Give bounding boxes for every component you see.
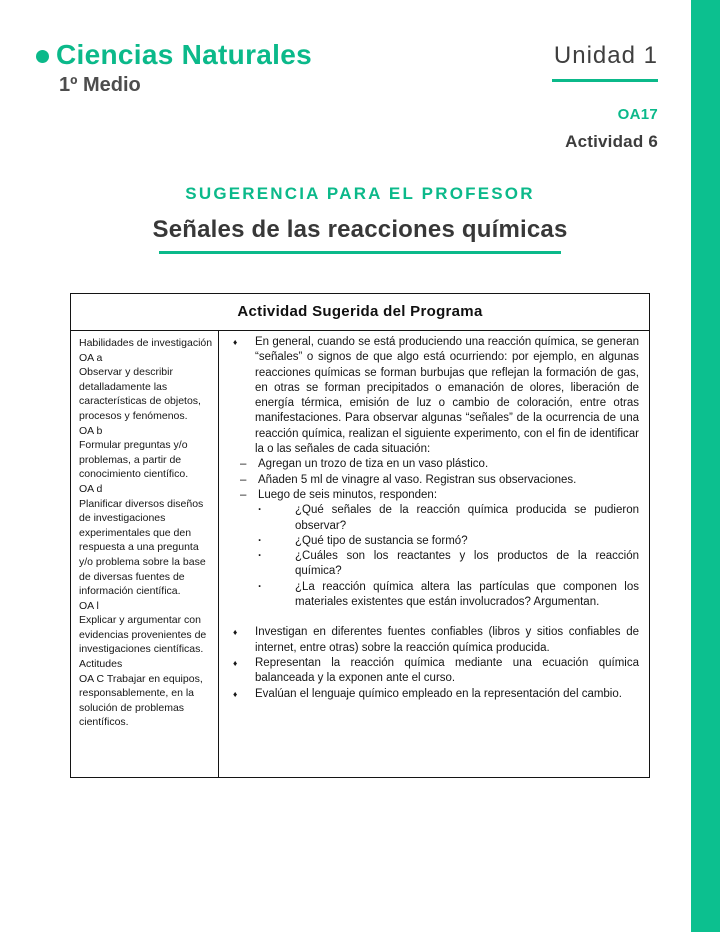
bullet-text: Investigan en diferentes fuentes confiables (libros y sitios confiables de internet, entre otras) sobre la reacción química producida. — [255, 626, 639, 654]
brand-block — [36, 40, 312, 97]
bullet-item-intro — [233, 335, 639, 457]
dash-icon: – — [240, 473, 247, 486]
page-header — [36, 40, 658, 152]
skills-column — [71, 331, 219, 777]
question-item — [258, 549, 639, 580]
step-item — [240, 457, 639, 472]
table-title: Actividad Sugerida del Programa — [71, 294, 649, 331]
brand-bullet-icon — [36, 50, 49, 63]
page-title: Señales de las reacciones químicas — [152, 216, 568, 243]
activity-number-label: Actividad 6 — [565, 132, 658, 151]
brand-text — [56, 40, 312, 97]
skill-line: OA C Trabajar en equipos, responsablemente, en la solución de problemas científicos. — [79, 672, 203, 729]
bullet-item — [233, 656, 639, 687]
subject-title: Ciencias Naturales — [56, 39, 312, 70]
bullet-item — [233, 625, 639, 656]
activity-intro-text: En general, cuando se está produciendo una reacción química, se generan “señales” o signos de que algo está ocurriendo: por ejemplo, en algunas reacciones químicas se forman burbujas que reflejan la formación de gas, en otras se forman precipitados o emanación de olores, liberación de energía térmica, emisión de luz o cambio de coloración, entre otras manifestaciones. Para observar algunas “señales” de la ocurrencia de una reacción química, realizan el siguiente experimento, con el fin de identificar la o las señales de cada situación: — [255, 336, 639, 456]
skill-line: Explicar y argumentar con evidencias provenientes de investigaciones científicas. — [79, 614, 207, 656]
skill-line: OA b — [79, 424, 103, 437]
skill-line: Actitudes — [79, 658, 123, 671]
diamond-bullet-icon: ♦ — [233, 337, 238, 347]
bullet-text: Representan la reacción química mediante una ecuación química balanceada y la exponen ante el curso. — [255, 656, 639, 685]
unit-underline — [552, 79, 658, 82]
dot-icon: · — [258, 504, 262, 517]
skill-line: OA d — [79, 482, 103, 495]
grade-label: 1º Medio — [59, 73, 141, 96]
dot-icon: · — [258, 580, 262, 593]
skill-line: Planificar diversos diseños de investigaciones experimentales que den respuesta a una pregunta y/o problema sobre la base de diversas fuentes de información científica. — [79, 497, 206, 598]
skill-line: OA l — [79, 599, 99, 612]
question-item — [258, 534, 639, 549]
diamond-bullet-icon: ♦ — [233, 627, 238, 638]
step-item — [240, 488, 639, 503]
question-item — [258, 503, 639, 534]
question-text: ¿La reacción química altera las partículas que componen los materiales existentes que están involucrados? Argumentan. — [295, 580, 639, 609]
unit-label: Unidad 1 — [553, 42, 658, 69]
skill-line: OA a — [79, 351, 103, 364]
step-text: Agregan un trozo de tiza en un vaso plástico. — [258, 458, 489, 471]
skill-line: Formular preguntas y/o problemas, a partir de conocimiento científico. — [79, 439, 189, 481]
unit-block — [552, 40, 658, 152]
right-accent-bar — [691, 0, 720, 932]
table-body — [71, 331, 649, 777]
dot-icon: · — [258, 550, 262, 563]
dash-icon: – — [240, 458, 247, 471]
skill-line: Observar y describir detalladamente las características de objetos, procesos y fenómenos. — [79, 366, 201, 422]
diamond-bullet-icon: ♦ — [233, 688, 238, 699]
step-text: Luego de seis minutos, responden: — [258, 488, 438, 501]
teacher-suggestion-kicker: SUGERENCIA PARA EL PROFESOR — [185, 184, 535, 203]
title-block — [70, 184, 650, 254]
bullet-text: Evalúan el lenguaje químico empleado en la representación del cambio. — [255, 687, 622, 700]
bullet-item — [233, 687, 639, 702]
question-text: ¿Qué señales de la reacción química producida se pudieron observar? — [295, 504, 639, 532]
question-text: ¿Cuáles son los reactantes y los productos de la reacción química? — [295, 550, 639, 578]
dot-icon: · — [258, 534, 262, 547]
program-activity-table — [70, 293, 650, 778]
step-item — [240, 473, 639, 488]
title-underline — [159, 251, 561, 254]
skill-line: Habilidades de investigación — [79, 337, 213, 349]
activity-column — [219, 331, 649, 777]
question-text: ¿Qué tipo de sustancia se formó? — [295, 534, 468, 547]
diamond-bullet-icon: ♦ — [233, 657, 238, 668]
question-item — [258, 580, 639, 611]
dash-icon: – — [240, 488, 247, 501]
oa-code-label: OA17 — [617, 106, 658, 123]
step-text: Añaden 5 ml de vinagre al vaso. Registran sus observaciones. — [258, 473, 577, 486]
